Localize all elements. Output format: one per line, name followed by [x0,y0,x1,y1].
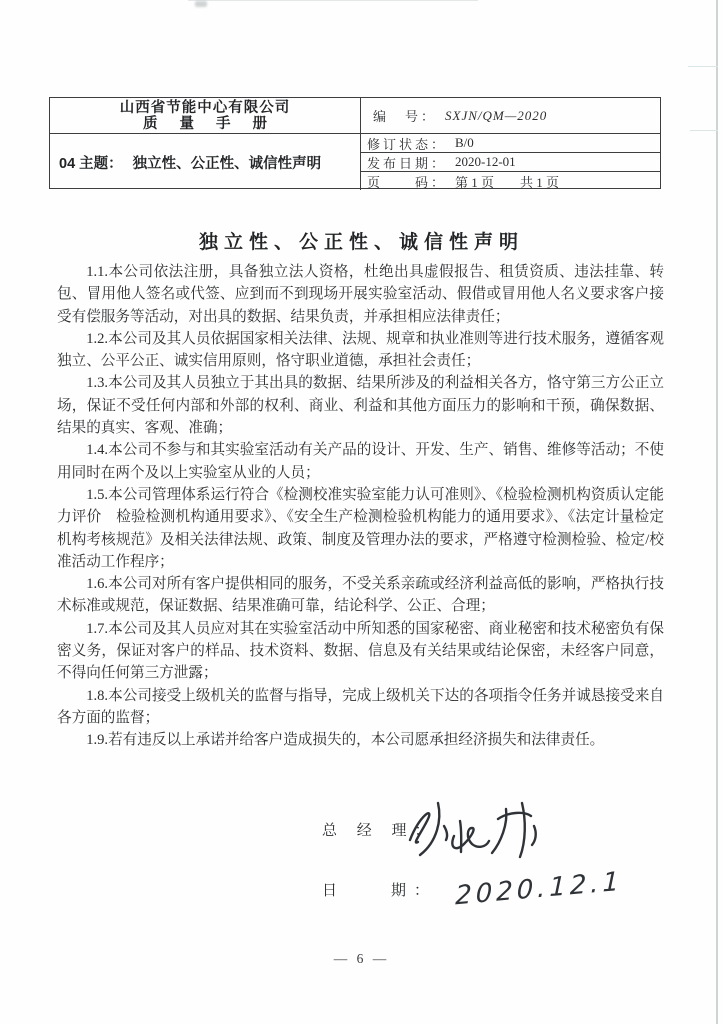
manual-title: 质 量 手 册 [142,115,277,132]
subject-cell [50,134,361,190]
paragraph-1-3: 1.3.本公司及其人员独立于其出具的数据、结果所涉及的利益相关各方，恪守第三方公正立场，保证不受任何内部和外部的权利、商业、利益和其他方面压力的影响和干预，确保数据、结果的真实、客观、准确； [57,375,664,437]
revision-status-cell [361,134,660,153]
document-body [57,261,664,752]
date-label: 日 期： [322,882,438,899]
subject-value: 独立性、公正性、诚信性声明 [132,155,322,172]
scan-line-artifact [688,66,718,67]
document-header-table [49,97,661,189]
page-number-cell [361,172,660,190]
general-manager-row [322,800,642,858]
doc-number-label: 编 号： [373,109,438,124]
paragraph-1-4: 1.4.本公司不参与和其实验室活动有关产品的设计、开发、生产、销售、维修等活动；不使用同时在两个及以上实验室从业的人员； [57,442,664,481]
paragraph-1-1: 1.1.本公司依法注册，具备独立法人资格，杜绝出具虚假报告、租赁资质、违法挂靠、转包、冒用他人签名或代签、应到而不到现场开展实验室活动、假借或冒用他人名义要求客户接受有偿服务等活动，对出具的数据、结果负责，并承担相应法律责任； [57,264,664,325]
general-manager-label: 总 经 理： [322,822,438,839]
document-title: 独立性、公正性、诚信性声明 [198,232,524,253]
company-name: 山西省节能中心有限公司 [119,99,291,116]
issue-date-value: 2020-12-01 [455,154,516,169]
footer-page-number: — 6 — [333,951,390,966]
revision-value: B/0 [455,135,474,150]
paragraph-1-8: 1.8.本公司接受上级机关的监督与指导，完成上级机关下达的各项指令任务并诚恳接受来自各方面的监督； [57,687,664,726]
company-title-cell [50,98,361,134]
page-number-label: 页 码： [367,174,448,190]
signature-block [322,800,642,918]
doc-number-value: SXJN/QM—2020 [445,107,548,123]
paragraph-1-5: 1.5.本公司管理体系运行符合《检测校准实验室能力认可准则》、《检验检测机构资质认定能力评价 检验检测机构通用要求》、《安全生产检测检验机构能力的通用要求》、《法定计量检定机构考核规范》及相关法律法规、政策、制度及管理办法的要求，严格遵守检测检验、检定/校准活动工作程序； [57,486,664,570]
issue-date-cell [361,153,660,172]
general-manager-signature-handwriting [394,798,554,860]
issue-date-label: 发布日期： [367,155,448,171]
date-handwriting: 2020.12.1 [455,866,624,912]
scan-smudge-artifact [195,1,207,7]
scan-line-artifact [188,0,478,1]
revision-label: 修订状态： [367,136,448,152]
paragraph-1-9: 1.9.若有违反以上承诺并给客户造成损失的，本公司愿承担经济损失和法律责任。 [86,732,605,749]
paragraph-1-2: 1.2.本公司及其人员依据国家相关法律、法规、规章和执业准则等进行技术服务，遵循客观独立、公平公正、诚实信用原则，恪守职业道德，承担社会责任； [57,330,664,370]
scan-edge-artifact [716,0,718,1024]
paragraph-1-7: 1.7.本公司及其人员应对其在实验室活动中所知悉的国家秘密、商业秘密和技术秘密负有保密义务，保证对客户的样品、技术资料、数据、信息及有关结果或结论保密，未经客户同意，不得向任何第三方泄露； [57,620,664,682]
date-row [322,860,642,918]
subject-label: 04 主题： [59,155,123,172]
paragraph-1-6: 1.6.本公司对所有客户提供相同的服务，不受关系亲疏或经济利益高低的影响，严格执行技术标准或规范，保证数据、结果准确可靠，结论科学、公正、合理； [57,576,664,615]
page-number-value: 第 1 页 共 1 页 [455,174,560,190]
scan-line-artifact [690,130,718,131]
doc-number-cell [361,98,660,134]
